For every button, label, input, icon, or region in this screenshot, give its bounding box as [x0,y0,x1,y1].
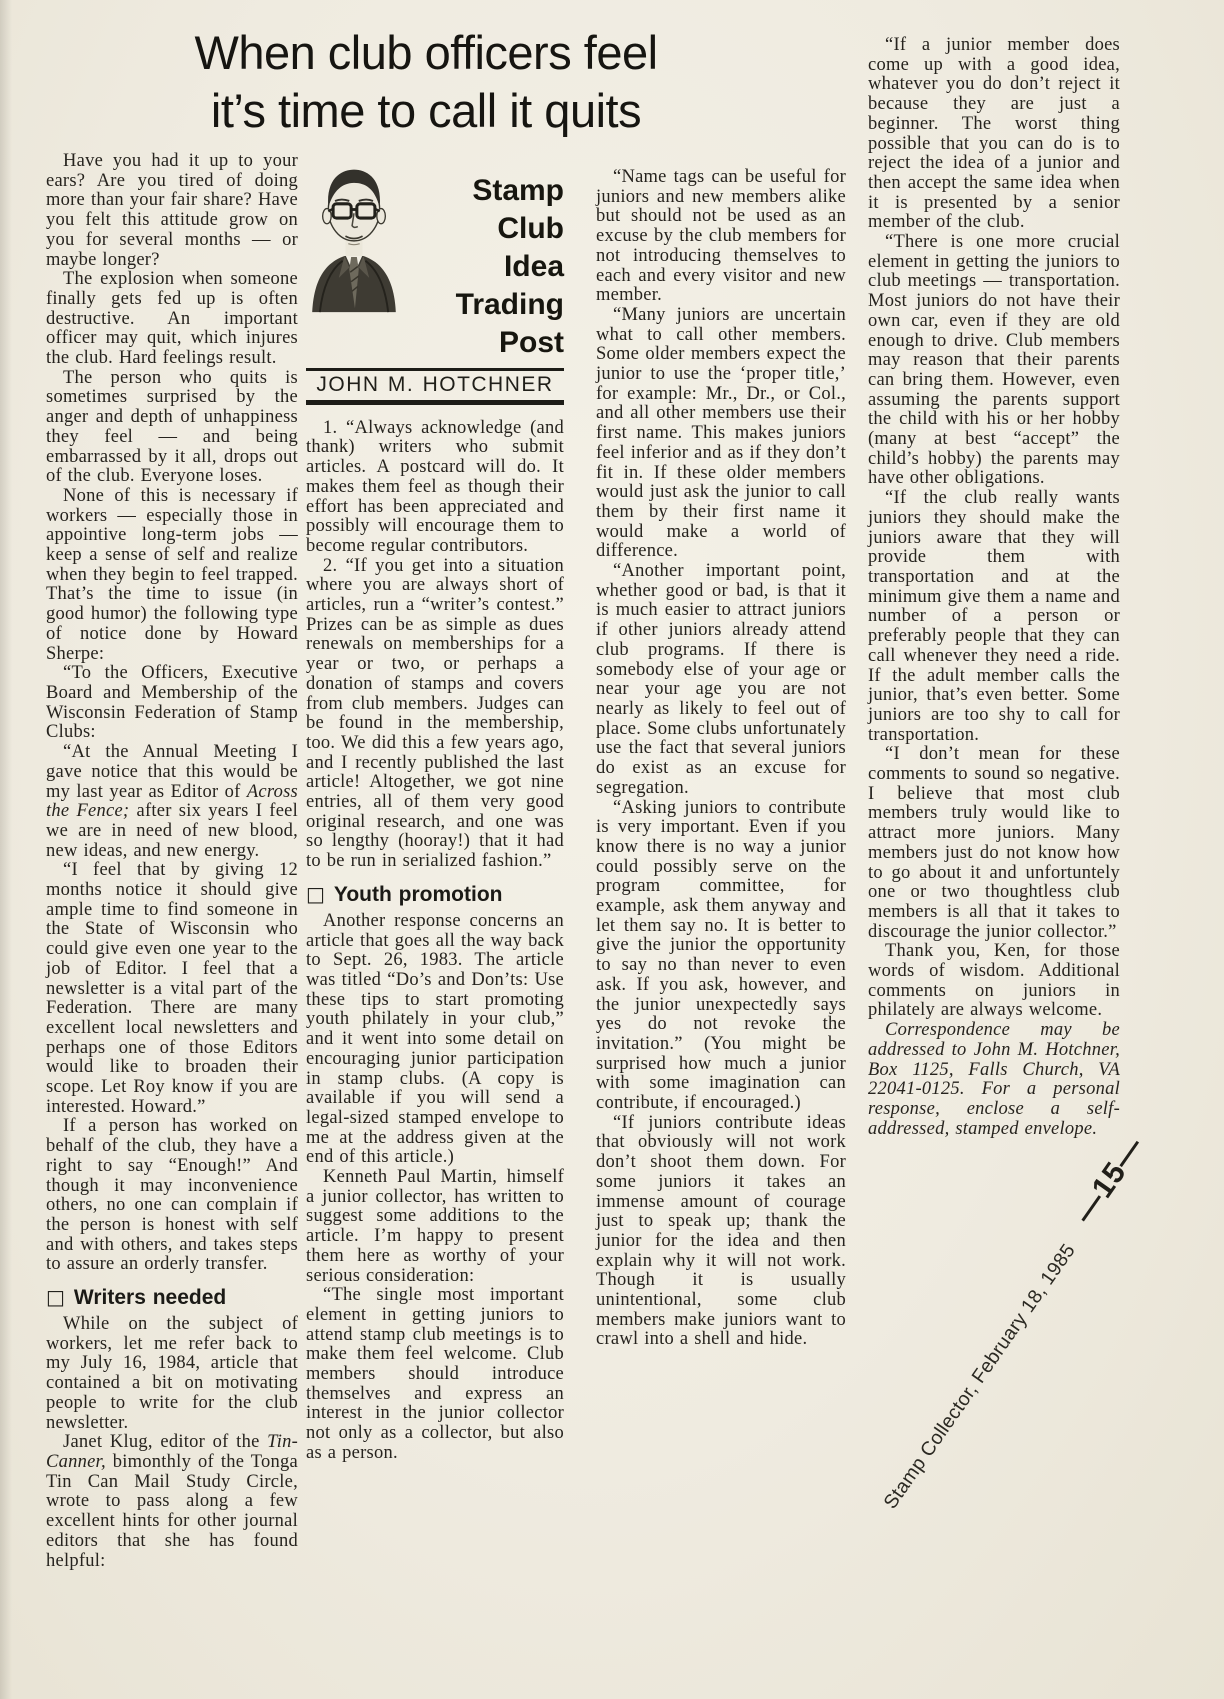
article-paragraph: “I feel that by giving 12 months notice it should give ample time to find someone in the State of Wisconsin who could give even one year to the job of Editor. I feel that a newsletter is a vital part of the Federation. There are many excellent local newsletters and perhaps one of those Editors would like to broaden their scope. Let Roy know if you are interested. Howard.” [46,860,298,1117]
article-paragraph: Have you had it up to your ears? Are you tired of doing more than your fair share? Have you felt this attitude grow on you for several months — or maybe longer? [46,151,298,270]
article-paragraph: While on the subject of workers, let me refer back to my July 16, 1984, article that contained a bit on motivating people to write for the club newsletter. [46,1314,298,1433]
logo-line: Idea [503,250,564,283]
article-paragraph: If a person has worked on behalf of the club, they have a right to say “Enough!” And though it may inconvenience others, no one can complain if the person is honest with self and with others, and takes steps to assure an orderly transfer. [46,1116,298,1275]
logo-line: Stamp Club [472,174,564,245]
article-paragraph: Thank you, Ken, for those words of wisdom. Additional comments on juniors in philately are always welcome. [868,941,1120,1021]
article-paragraph: Kenneth Paul Martin, himself a junior collector, has written to suggest some additions to the article. I’m happy to present them here as worthy of your serious consideration: [306,1167,564,1286]
article-paragraph: “Name tags can be useful for juniors and new members alike but should not be used as an excuse by the club members for not introducing themselves to each and every visitor and new member. [596,167,846,306]
article-title [130,24,722,140]
logo-line: Post [498,326,564,359]
publication-name-italic: Across the Fence; [46,781,298,822]
article-paragraph: 1. “Always acknowledge (and thank) writers who submit articles. A postcard will do. It makes them feel as though their effort has been appreciated and possibly will encourage them to become regular contributors. [306,417,564,556]
title-line-1: When club officers feel [194,26,658,79]
page-number: —15— [1067,1130,1151,1230]
stamp-club-idea-trading-post-logo [306,150,564,362]
paragraph-text: after six years I feel we are in need of new blood, new ideas, and new energy. [46,801,299,861]
section-header-label: Writers needed [73,1286,227,1310]
correspondence-note: Correspondence may be addressed to John M. Hotchner, Box 1125, Falls Church, VA 22041-0125. For a personal response, enclose a self-addressed, stamped envelope. [868,1020,1120,1139]
article-paragraph: “If juniors contribute ideas that obviously will not work don’t shoot them down. For some juniors it takes an immense amount of courage just to speak up; thank the junior for the idea and then explain why it will not work. Though it is usually unintentional, some club members make juniors want to crawl into a shell and hide. [596,1112,846,1350]
column-3 [596,168,846,1350]
section-header-youth-promotion [306,881,564,907]
divider-rule [306,400,564,405]
publication-name-italic: Tin-Canner, [46,1432,298,1472]
article-paragraph: “The single most important element in getting juniors to attend stamp club meetings is to make them feel welcome. Club members should introduce themselves and express an interest in the junior collector not only as a collector, but also as a person. [306,1285,564,1463]
section-header-label: Youth promotion [333,883,503,907]
article-paragraph: “I don’t mean for these comments to sound so negative. I believe that most club members truly would like to attract more juniors. Many members just do not know how to go about it and unfortuntely one or two thoughtless club members is all that it takes to discourage the junior collector.” [868,744,1120,942]
publication-date-line: Stamp Collector, February 18, 1985 [879,1239,1080,1514]
article-paragraph: “If a junior member does come up with a good idea, whatever you do don’t reject it because they are just a beginner. The worst thing possible that you can do is to reject the idea of a junior and then accept the same idea when it is presented by a senior member of the club. [868,35,1120,233]
article-paragraph: “Another important point, whether good or bad, is that it is much easier to attract juniors if other juniors already attend club programs. If there is somebody else of your age or near your age you are not nearly as likely to feel out of place. Some clubs unfortunately use the fact that several juniors do exist as an excuse for segregation. [596,561,846,798]
square-bullet-icon: □ [46,1285,65,1310]
article-paragraph: “Many juniors are uncertain what to call other members. Some older members expect the junior to use the ‘proper title,’ for example: Mr., Dr., or Col., and all other members use their first name. This makes juniors feel inferior and as if they don’t fit in. If these older members would just ask the junior to call them by their first name it would make a world of difference. [596,304,846,562]
divider-rule [306,368,564,371]
square-bullet-icon: □ [306,881,325,906]
author-byline: JOHN M. HOTCHNER [316,373,554,396]
article-paragraph: The person who quits is sometimes surprised by the anger and depth of unhappiness they feel — and being embarrassed by it all, drops out of the club. Everyone loses. [46,367,298,487]
publication-footer [872,1132,1154,1514]
column-4 [868,36,1120,1139]
title-line-2: it’s time to call it quits [210,84,642,137]
article-paragraph: “Asking juniors to contribute is very important. Even if you know there is no way a junior could possibly serve on the program committee, for example, ask them anyway and let them say no. It is better to give the junior the opportunity to say no than never to even ask. If you ask, however, and the junior unexpectedly says yes do not revoke the invitation.” (You might be surprised how much a junior with some imagination can contribute, if encouraged.) [596,797,846,1114]
section-header-writers-needed [46,1285,298,1310]
article-paragraph: None of this is necessary if workers — especially those in appointive long-term jobs — keep a sense of self and realize when they begin to feel trapped. That’s the time to issue (in good humor) the following type of notice done by Howard Sherpe: [46,485,298,664]
article-paragraph: Another response concerns an article that goes all the way back to Sept. 26, 1983. The article was titled “Do’s and Don’ts: Use these tips to start promoting youth philately in your club,” and it went into some detail on encouraging junior participation in stamp clubs. (A copy is available if you will send a legal-sized stamped envelope to me at the address given at the end of this article.) [306,910,564,1168]
article-paragraph: 2. “If you get into a situation where you are always short of articles, run a “writer’s contest.” Prizes can be as simple as dues renewals on memberships for a year or two, or perhaps a donation of stamps and covers from club members. Judges can be found in the membership, too. We did this a few years ago, and I recently published the last article! Altogether, we got nine entries, all of them very good original research, and one was so lengthy (hooray!) that it had to be run in serialized fashion.” [306,555,564,872]
article-paragraph: “There is one more crucial element in getting the juniors to club meetings — transportation. Most juniors do not have their own car, even if they are old enough to drive. Club members may reason that their parents can bring them. However, even assuming the parents support the child with his or her hobby (many at best “accept” the child’s hobby) the parents may have other obligations. [868,232,1120,489]
article-paragraph: “To the Officers, Executive Board and Membership of the Wisconsin Federation of Stamp Clubs: [46,663,298,743]
portrait-john-hotchner-illustration [306,162,402,314]
article-paragraph: The explosion when someone finally gets fed up is often destructive. An important officer may quit, which injures the club. Hard feelings result. [46,269,298,369]
logo-line: Trading [455,288,564,321]
column-2 [306,150,564,1464]
article-paragraph [46,1433,298,1571]
article-paragraph: “If the club really wants juniors they should make the juniors aware that they will provide them with transportation and at the minimum give them a name and number of a person or preferably people that they can call whenever they need a ride. If the adult member calls the junior, that’s even better. Some juniors are too shy to call for transportation. [868,488,1120,745]
paragraph-text: bimonthly of the Tonga Tin Can Mail Study Circle, wrote to pass along a few excellent hints for other journal editors that she has found helpful: [46,1452,298,1571]
paragraph-text: “At the Annual Meeting I gave notice that this would be my last year as Editor of [46,742,298,802]
logo-wordmark [402,172,564,362]
column-1 [46,152,298,1571]
scan-edge-artifact [0,0,12,1699]
paragraph-text: Janet Klug, editor of the [63,1432,268,1453]
article-paragraph [46,743,298,861]
